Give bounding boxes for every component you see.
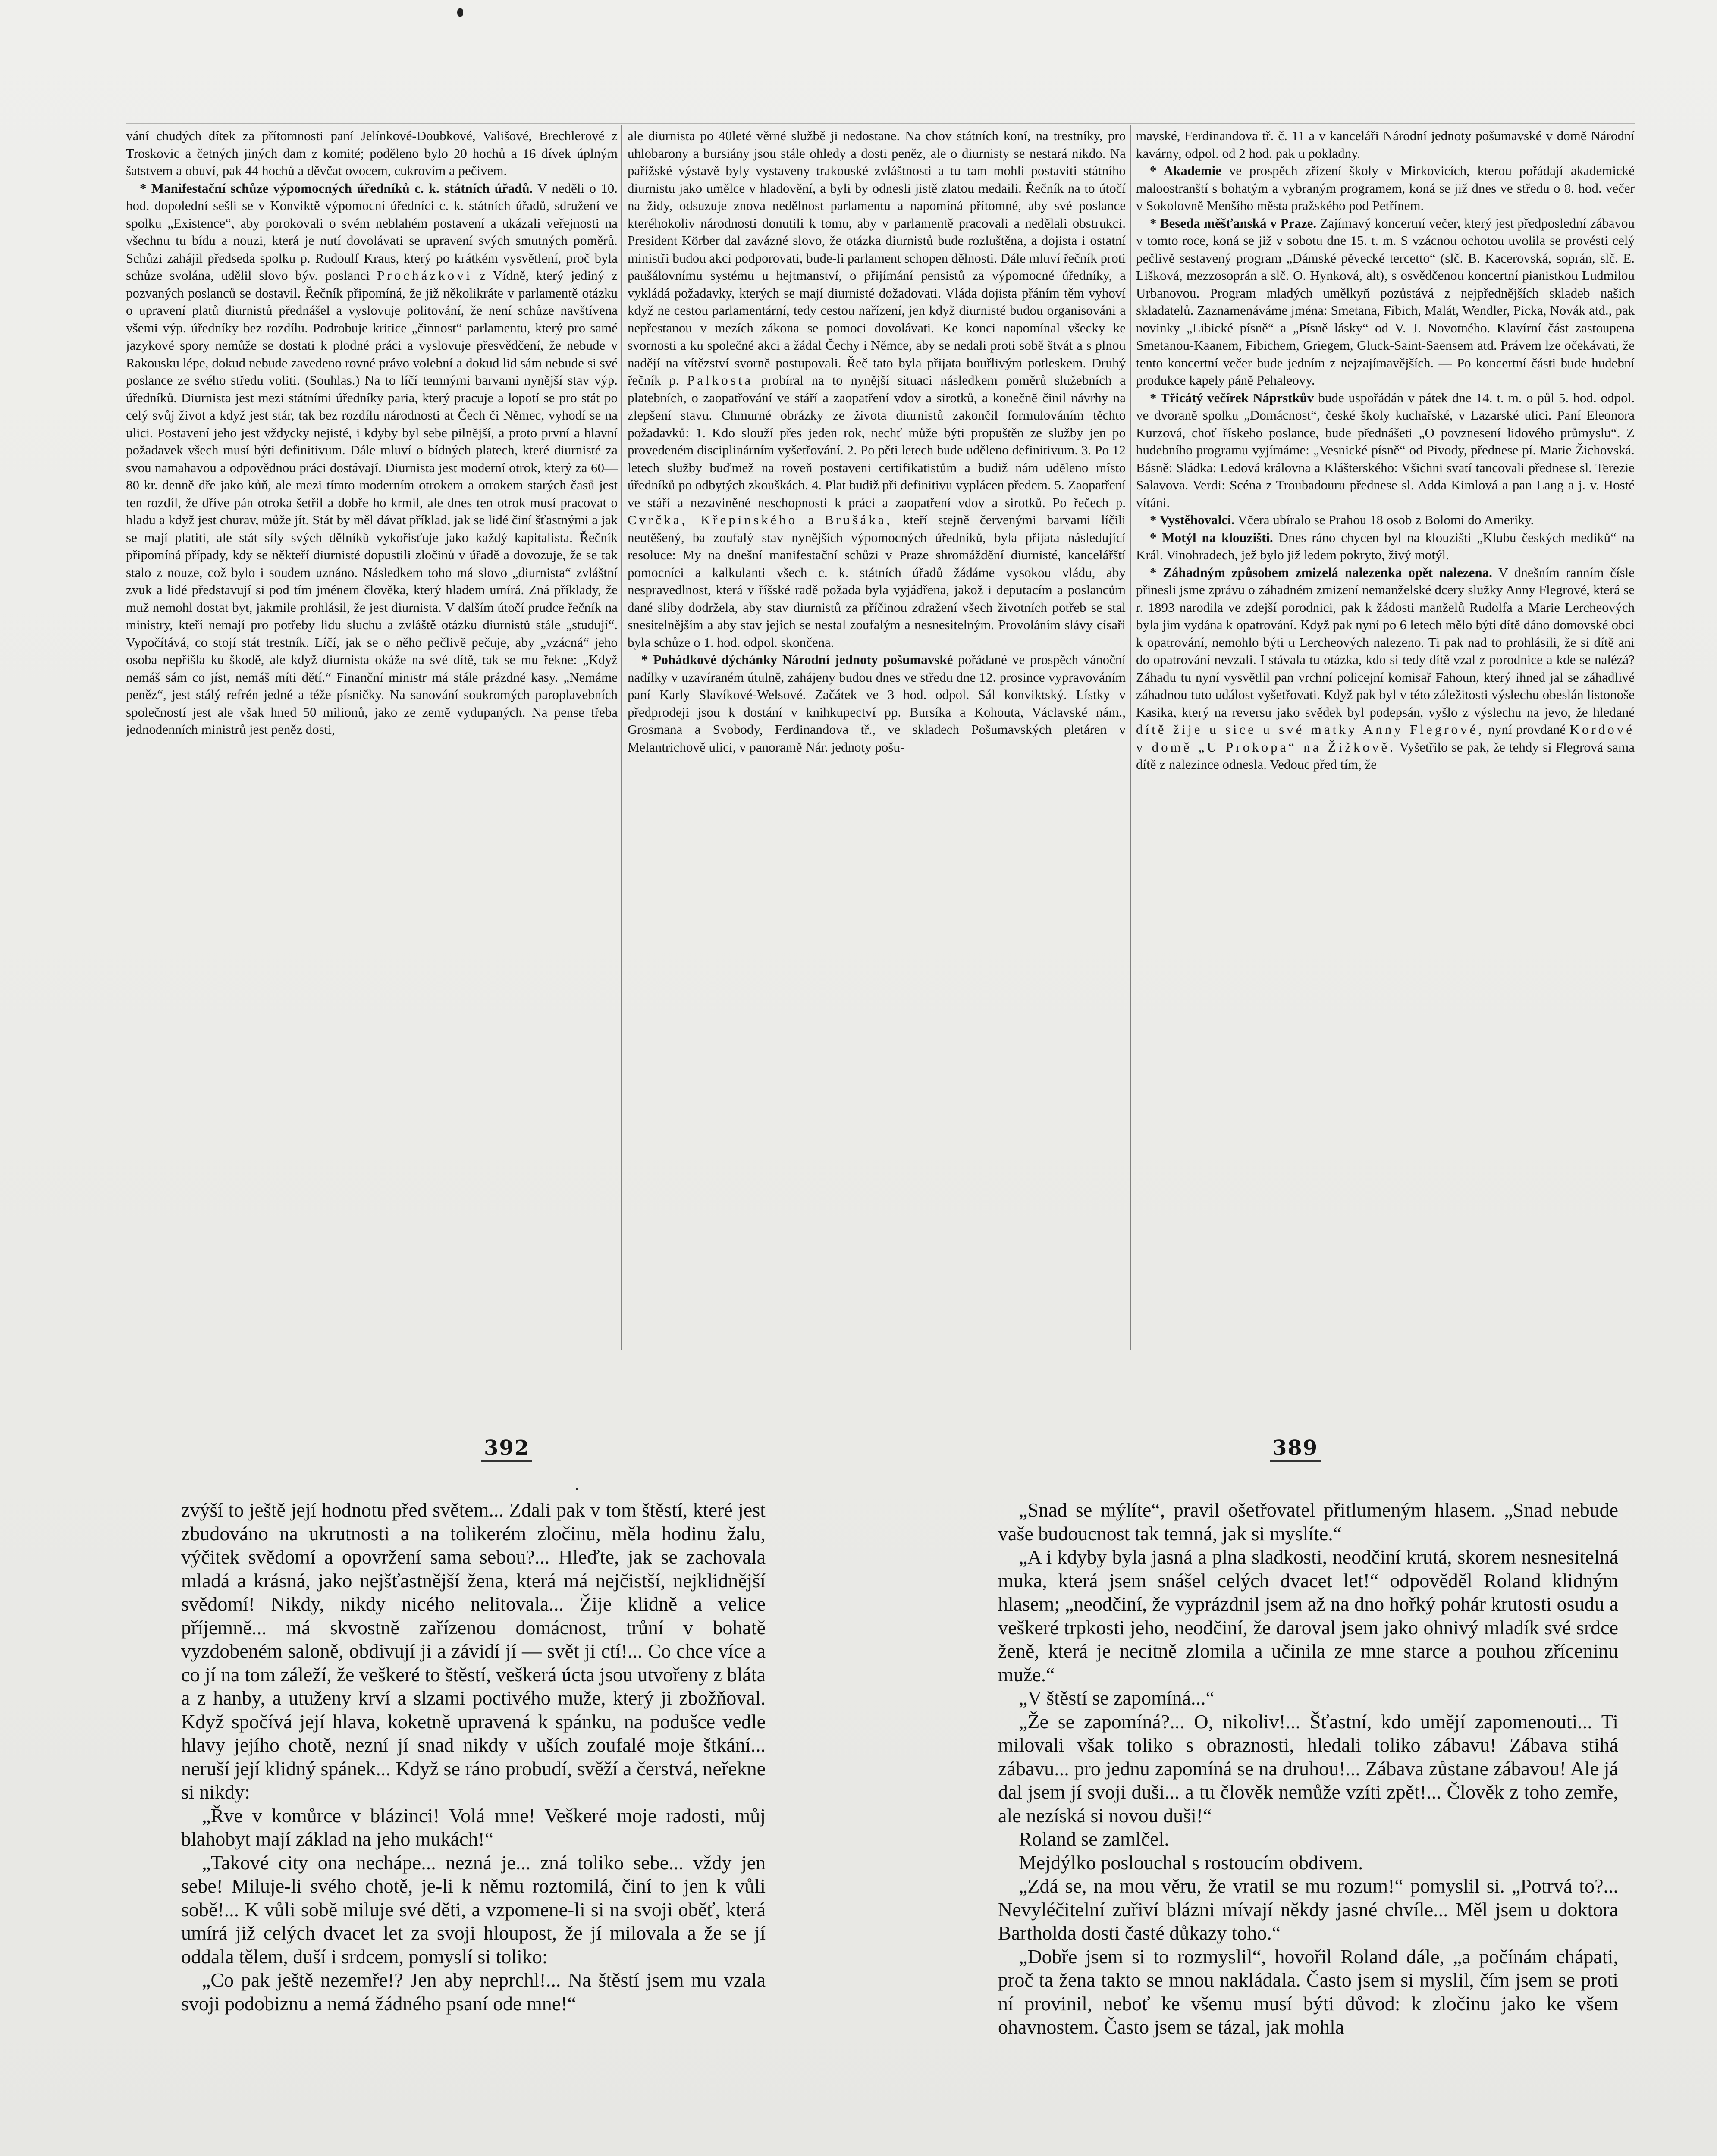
ink-speck bbox=[457, 8, 463, 17]
article-text: ale diurnista po 40leté věrné službě ji nedostane. Na chov státních koní, na trestníky, pro uhlobarony a bursiány jsou stále ohledy a dosti peněz, ale o diurnisty se nestará nikdo. Na pařížské výstavě byly vystaveny trakouské zvláštnosti a tu tam mohli postaviti státního diurnistu jako umělce v hladovění, a byli by odnesli jistě zlatou medaili. Řečník na to útočí na židy, odsuzuje znova nedělnost parlamentu a napomíná přítomné, aby své poslance kteréhokoliv národnosti donutili k tomu, aby v parlamentě pracovali a nedělali obstrukci. President Körber dal zavázné slovo, že otázka diurnistů bude rozluštěna, a dojista i ostatní ministři budou akci podporovati, bude-li parlament schopen dělnosti. Dále mluví řečník proti paušálovnímu systému u hejtmanství, o přijímání pensistů za výpomocné úředníky, a vykládá požadavky, kterých se mají diurnisté dožadovati. Vláda dojista přáním těm vyhoví když ne cestou parlamentární, tedy cestou nařízení, jen když diurnisté budou organisováni a nepřestanou v mezích zákona se pomoci dovolávati. Ke konci napomínal všecky ke svornosti a ku společné akci a žádal Čechy i Němce, aby se nedali proti sobě štvát a s plnou nadějí na vítězství svorně postupovali. Řeč tato byla přijata bouřlivým potleskem. Druhý řečník p. bbox=[628, 128, 1126, 388]
novel-paragraph: Roland se zamlčel. bbox=[1019, 1828, 1169, 1850]
article-clerks-meeting-cont bbox=[628, 127, 1126, 651]
article-emigrants bbox=[1136, 511, 1635, 529]
novel-paragraph: „Takové city ona nechápe... nezná je... zná tolikо sebe... vždy jen sebe! Miluje-li svého chotě, je-li k němu roztomilá, činí to jen k vůli sobě!... K vůli sobě miluje své děti, a vzpomene-li si na svoji oběť, která umírá již celých dvacet let za svoji hloupost, že jí milovala a že se jí oddala tělem, duší i srdcem, pomyslí si toliko: bbox=[181, 1851, 766, 1968]
news-column-1 bbox=[126, 127, 618, 1348]
article-citizens-club bbox=[1136, 215, 1635, 389]
article-fairy-tales bbox=[628, 651, 1126, 756]
column-rule-2 bbox=[1130, 125, 1131, 1350]
spaced-name: Brušáka, bbox=[824, 512, 893, 527]
article-child-gifts bbox=[126, 127, 618, 180]
spaced-name: Palkosta bbox=[687, 373, 753, 388]
article-text: kteří stejně červenými barvami líčili neutěšený, ba zoufalý stav nynějších výpomocných úředníků, byla přijata následující resoluce: My na dnešní manifestační schůzi v Praze shromáždění diurnisté, kancelářští pomocníci a kalkulanti všech c. k. státních úřadů žádáme vysokou vládu, aby nespravedlnost, která v říšské radě požada byla vyjádřena, jakož i deputacím a poslancům dané sliby dodržela, aby stav diurnistů za příčinou zdražení všech životních potřeb se stal snesitelnějším a aby stav jejich se nestal zoufalým a nesnesitelným. Provoláním slávy císaři byla schůze o 1. hod. odpol. skončena. bbox=[628, 512, 1126, 650]
article-text: V dnešním ranním čísle přinesli jsme zprávu o záhadném zmizení nemanželské dcery služky Anny Flegrové, která se r. 1893 narodila ve zdejší porodnici, pak k žádosti manželů Rudolfa a Marie Lercheových byla jim vydána k opatrování. Když pak nyní po 6 letech mělo býti dítě dáno domovské obci k opatrování, nemohlo býti u Lercheových nalezeno. Ti pak nad to prohlásili, že si dítě ani do opatrování nevzali. I stávala tu otázka, kdo si tedy dítě vzal z porodnice a kde se nalézá? Záhadu tu nyní vysvětlil pan vrchní policejní komisař Fahoun, který ihned jal se záhadlivé záhadnou tuto událost vyšetřovati. Když pak byl v této záležitosti výslechu obeslán listonoše Kasika, který na reversu jako svědek byl podepsán, vyšlo z výslechu na jevo, že hledané bbox=[1136, 564, 1635, 720]
article-headline: * Vystěhovalci. bbox=[1150, 512, 1235, 527]
novel-paragraph: „V štěstí se zapomíná...“ bbox=[1019, 1687, 1215, 1709]
novel-paragraph: „A i kdyby byla jasná a plna sladkosti, neodčiní krutá, skorem nesnesitelná muka, která jsem snášel celých dvacet let!“ odpověděl Roland klidným hlasem; „neodčiní, že vyprázdnil jsem až na dno hořký pohár krutosti osudu a veškeré trpkosti jeho, neodčiní, že daroval jsem jako ohnivý mladík své srdce ženě, která je necitně zlomila a učinila ze mne starce a pouhou zříceninu muže.“ bbox=[998, 1546, 1618, 1686]
page-number-left: 392 bbox=[484, 1436, 530, 1460]
spaced-name: Cvrčka, Křepinského bbox=[628, 512, 798, 527]
news-column-3 bbox=[1136, 127, 1635, 1348]
article-text: ve prospěch zřízení školy v Mirkovicích, kterou pořádají akademické maloostranští s bohatým a vybraným programem, koná se již dnes ve středu o 8. hod. večer v Sokolovně Menšího města pražského pod Petřínem. bbox=[1136, 163, 1635, 213]
article-headline: * Beseda měšťanská v Praze. bbox=[1150, 215, 1317, 231]
spaced-name: Kordové v domě „U Prokopa“ na Žižkově. bbox=[1136, 722, 1635, 755]
article-text: a bbox=[808, 512, 814, 527]
novel-paragraph: „Že se zapomíná?... O, nikoliv!... Šťastní, kdo umějí zapomenouti... Ti milovali však toliko s obraznosti, hledali toliko zábavu! Zábava stihá zábavu... pro jednu zapomíná se na druhou!... Zábava zůstane zábavou! Ale já dal jsem jí svoji duši... a tu člověk nemůže vzíti zpět!... Člověk z toho zemře, ale nezíská si novou duši!“ bbox=[998, 1710, 1618, 1827]
article-academy bbox=[1136, 162, 1635, 215]
article-text: Zajímavý koncertní večer, který jest předposlední zábavou v tomto roce, koná se již v sobotu dne 15. t. m. S vzácnou ochotou uvolila se provésti celý pečlivě sestavený program „Dámské pěvecké tercetto“ (slč. B. Kacerovská, soprán, slč. E. Lišková, mezzosoprán a slč. O. Hynková, alt), s osvědčenou koncertní pianistkou Ludmilou Urbanovou. Program mladých umělkyň pozůstává z nejpřednějších skladeb našich skladatelů. Zaznamenáváme jména: Smetana, Fibich, Malát, Wendler, Picka, Novák atd., pak novinky „Libické písně“ a „Písně lásky“ od V. J. Novotného. Klavírní část zastoupena Smetanou-Kaanem, Fibichem, Griegem, Gluck-Saint-Saensem atd. Právem lze očekávati, že tento koncertní večer bude jedním z nejzajímavějších. — Po koncertní části bude hudební produkce kapely páně Pehaleovy. bbox=[1136, 215, 1635, 388]
article-text: z Vídně, který jediný z pozvaných poslanců se dostavil. Řečník připomíná, že již několikráte v parlamentě otázku o upravení platů diurnistů přednášel a vyslovuje politování, že není schůze navštívena všemi výp. úředníky bez rozdílu. Podrobuje kritice „činnost“ parlamentu, který pro samé jazykové spory nemůže se dostati k plodné práci a vyslovuje přesvědčení, že nebude v Rakousku lépe, dokud nebude zavedeno rovné právo volební a dokud lid sám nebude si své poslance ze svého středu voliti. (Souhlas.) Na to líčí temnými barvami nynější stav výp. úředníků. Diurnista jest mezi státními úředníky paria, který pracuje a lopotí se pro stát po celý svůj život a když jest stár, tak bez rozdílu národnosti at Čech či Němec, vyhodí se na ulici. Postavení jeho jest vždycky nejisté, i kdyby byl sebe pilnější, a proto první a hlavní požadavek všech musí býti definitivum. Dále mluví o bídných platech, které diurnisté za svou namahavou a odpovědnou práci dostávají. Diurnista jest moderní otrok, který za 60—80 kr. denně dře jako kůň, ale mezi tímto moderním otrokem a otrokem starých časů jest ten rozdíl, že dříve pán otroka šetřil a dobře ho krmil, ale dnes ten otrok musí pracovat o hladu a když jest churav, může jít. Stát by měl dávat příklad, jak se lidé činí šťastnými a jak se mají platiti, ale stát síly svých dělníků vykořisťuje jako každý kapitalista. Řečník připomíná případy, kdy se někteří diurnisté dopustili zločinů v úřadě a dovozuje, že se tak stalo z nouze, což bylo i soudem uznáno. Následkem toho má slovo „diurnista“ zvláštní zvuk a lidé představují si pod tím jménem člověka, který hladem umírá. Zná příklady, že muž nemohl dostat byt, jakmile prohlásil, že jest diurnista. V dalším útočí prudce řečník na ministry, kteří nemají pro potřeby lidu sluchu a zvláště otázku diurnistů stále „studují“. Vypočítává, co stojí stát trestník. Líčí, jak se o něho pečlivě pečuje, aby „vzácná“ jeho osoba nepřišla ku škodě, ale když diurnista okáže na své dítě, tak se mu řekne: „Když nemáš sám co jíst, nemáš míti dětí.“ Finanční ministr má stále prázdné kasy. „Nemáme peněz“, jest stálý refrén jedné a téže písničky. Na sanování soukromých paroplavebních společností jest ale však hned 50 milionů, jako ze země vydupaných. Na pense třeba jednodenních ministrů jest peněz dosti, bbox=[126, 268, 618, 737]
article-text: nyní provdané bbox=[1488, 722, 1566, 737]
article-text: bude uspořádán v pátek dne 14. t. m. o půl 5. hod. odpol. ve dvoraně spolku „Domácnost“, české školy kuchařské, v Lazarské ulici. Paní Eleonora Kurzová, choť řískeho poslance, bude přednášeti „O povznesení lidového průmyslu“. Z hudebního programu vyjímáme: „Vesnické písně“ od Pivody, přednese pí. Marie Žichovská. Básně: Sládka: Ledová královna a Klášterského: Všichni svatí tancovali přednese sl. Terezie Salavova. Verdi: Scéna z Troubadouru přednese sl. Adda Kimlová a pan Lang a j. v. Hosté vítáni. bbox=[1136, 390, 1635, 510]
article-headline: * Akademie bbox=[1150, 163, 1221, 178]
novel-column-left bbox=[181, 1498, 766, 2015]
article-text: Dnes ráno chycen byl na klouzišti „Klubu českých mediků“ na Král. Vinohradech, jež bylo již ledem pokryto, živý motýl. bbox=[1136, 530, 1635, 562]
article-clerks-meeting bbox=[126, 180, 618, 739]
novel-paragraph: Mejdýlko poslouchal s rostoucím obdivem. bbox=[1019, 1851, 1363, 1874]
article-text: V neděli o 10. hod. dopolední sešli se v Konviktě výpomocní úředníci c. k. státních úřadů, sdružení ve spolku „Existence“, aby porokovali o svém neblahém postavení a ukázali veřejnosti na všechnu tu bídu a nouzi, která je nutí dovolávati se upravení svých smutných poměrů. Schůzi zahájil předseda spolku p. Rudoulf Kraus, který po krátkém vysvětlení, proč byla schůze svolána, udělil slovo býv. poslanci bbox=[126, 180, 618, 283]
article-text: vání chudých dítek za přítomnosti paní Jelínkové-Doubkové, Vališové, Brechlerové z Troskovic a četných jiných dam z komité; poděleno bylo 20 hochů a 16 dívek úplným šatstvem a obuví, pak 44 hochů a děvčat ovocem, cukrovím a pečivem. bbox=[126, 128, 618, 178]
article-headline: * Motýl na klouzišti. bbox=[1150, 530, 1273, 545]
novel-paragraph: „Zdá se, na mou věru, že vratil se mu rozum!“ pomyslil si. „Potrvá to?... Nevyléčitelní zuřiví blázni mívají někdy jasné chvíle... Měl jsem u doktora Bartholda dosti časté důkazy toho.“ bbox=[998, 1875, 1618, 1944]
novel-paragraph: „Co pak ještě nezemře!? Jen aby neprchl!... Na štěstí jsem mu vzala svoji podobiznu a nemá žádného psaní ode mne!“ bbox=[181, 1969, 766, 2015]
page-number-right: 389 bbox=[1272, 1436, 1318, 1460]
article-text: mavské, Ferdinandova tř. č. 11 a v kanceláři Národní jednoty pošumavské v domě Národní kavárny, odpol. od 2 hod. pak u pokladny. bbox=[1136, 128, 1635, 161]
article-butterfly bbox=[1136, 529, 1635, 564]
novel-paragraph: „Snad se mýlíte“, pravil ošetřovatel přitlumeným hlasem. „Snad nebude vaše budoucnost tak temná, jak si myslíte.“ bbox=[998, 1499, 1618, 1545]
ink-speck bbox=[576, 1488, 578, 1490]
article-text: probíral na to nynější situaci následkem poměrů služebních a platebních, o zaopatřování ve stáří a zaopatření vdov a sirotků, a konečně činil návrhy na zlepšení stavu. Chmurné obrázky ze života diurnistů zakončil formulováním těchto požadavků: 1. Kdo slouží přes jeden rok, nechť může býti propuštěn ze služby jen po provedeném disciplinárním vyšetřování. 2. Po pěti letech bude uděleno definitivum. 3. Po 12 letech služby buďmež na roveň postaveni certifikatistům a budiž nám uděleno místo úředníků po odbytých zkouškách. 4. Plat budiž při definitivu vyplácen předem. 5. Zaopatření ve stáří a nezaviněné neschopnosti k práci a zaopatření vdov a sirotků. Po řečech p. bbox=[628, 373, 1126, 510]
article-text: Vyšetřilo se pak, že tehdy si Flegrová sama dítě z nalezince odnesla. Vedouc před tím, že bbox=[1136, 739, 1635, 772]
novel-paragraph: zvýší to ještě její hodnotu před světem... Zdali pak v tom štěstí, které jest zbudováno na ukrutnosti a na tolikerém zločinu, měla hodinu žalu, výčitek svědomí a opovržení sama sebou?... Hleďte, jak se zachovala mladá a krásná, jako nejšťastnější žena, která má nejčistší, nejklidnější svědomí! Nikdy, nikdy nicého nelitovala... Žije klidně a velice příjemně... má skvostně zařízenou domácnost, trůní v bohatě vyzdobeném saloně, obdivují ji a závidí jí — svět ji ctí!... Co chce více a co jí na tom záleží, že veškeré to štěstí, veškerá úcta jsou utvořeny z bláta a z hanby, a utuženy krví a slzami poctivého muže, který ji zbožňoval. Když spočívá její hlava, koketně upravená k spánku, na podušce vedle hlavy jejího chotě, nezní jí snad nikdy v uších zoufalé moje štkání... neruší její klidný spánek... Když se ráno probudí, svěží a čerstvá, neřekne si nikdy: bbox=[181, 1499, 766, 1803]
novel-paragraph: „Řve v komůrce v blázinci! Volá mne! Veškeré moje radosti, můj blahobyt mají základ na jeho mukách!“ bbox=[181, 1804, 766, 1850]
top-rule bbox=[126, 123, 1635, 124]
article-text: Včera ubíralo se Prahou 18 osob z Bolomi do Ameriky. bbox=[1237, 512, 1534, 527]
article-text: pořádané ve prospěch vánoční nadílky v uzavíraném útulně, zahájeny budou dnes ve středu dne 12. prosince vypravováním paní Karly Slavíkové-Welsové. Začátek ve 3 hod. odpol. Sál konviktský. Lístky v předprodeji jsou k dostání v knihkupectví pp. Bursíka a Kohouta, Václavské nám., Grosmana a Svobody, Ferdinandova tř., ve skladech Pošumavských pletáren v Melantrichově ulici, v panoramě Nár. jednoty pošu- bbox=[628, 652, 1126, 755]
spaced-name: Procházkovi bbox=[377, 268, 473, 283]
news-column-2 bbox=[628, 127, 1126, 1348]
article-headline: * Třicátý večírek Náprstkův bbox=[1150, 390, 1314, 405]
column-rule-1 bbox=[621, 125, 622, 1350]
article-fairy-tales-cont bbox=[1136, 127, 1635, 162]
article-naprstek-evening bbox=[1136, 389, 1635, 512]
novel-column-right bbox=[998, 1498, 1618, 2039]
article-headline: * Pohádkové dýchánky Národní jednoty pošumavské bbox=[641, 652, 953, 667]
novel-paragraph: „Dobře jsem si to rozmyslil“, hovořil Roland dále, „a počínám chápati, proč ta žena takto se mnou nakládala. Často jsem si myslil, čím jsem se proti ní provinil, neboť ke všemu musí býti důvod: k zločinu jako ke všem ohavnostem. Často jsem se tázal, jak mohla bbox=[998, 1945, 1618, 2038]
spaced-name: dítě žije u sice u své matky Anny Flegrové, bbox=[1136, 722, 1485, 737]
article-foundling bbox=[1136, 564, 1635, 774]
article-headline: * Záhadným způsobem zmizelá nalezenka opět nalezena. bbox=[1150, 564, 1492, 580]
article-headline: * Manifestační schůze výpomocných úředníků c. k. státních úřadů. bbox=[140, 180, 533, 196]
